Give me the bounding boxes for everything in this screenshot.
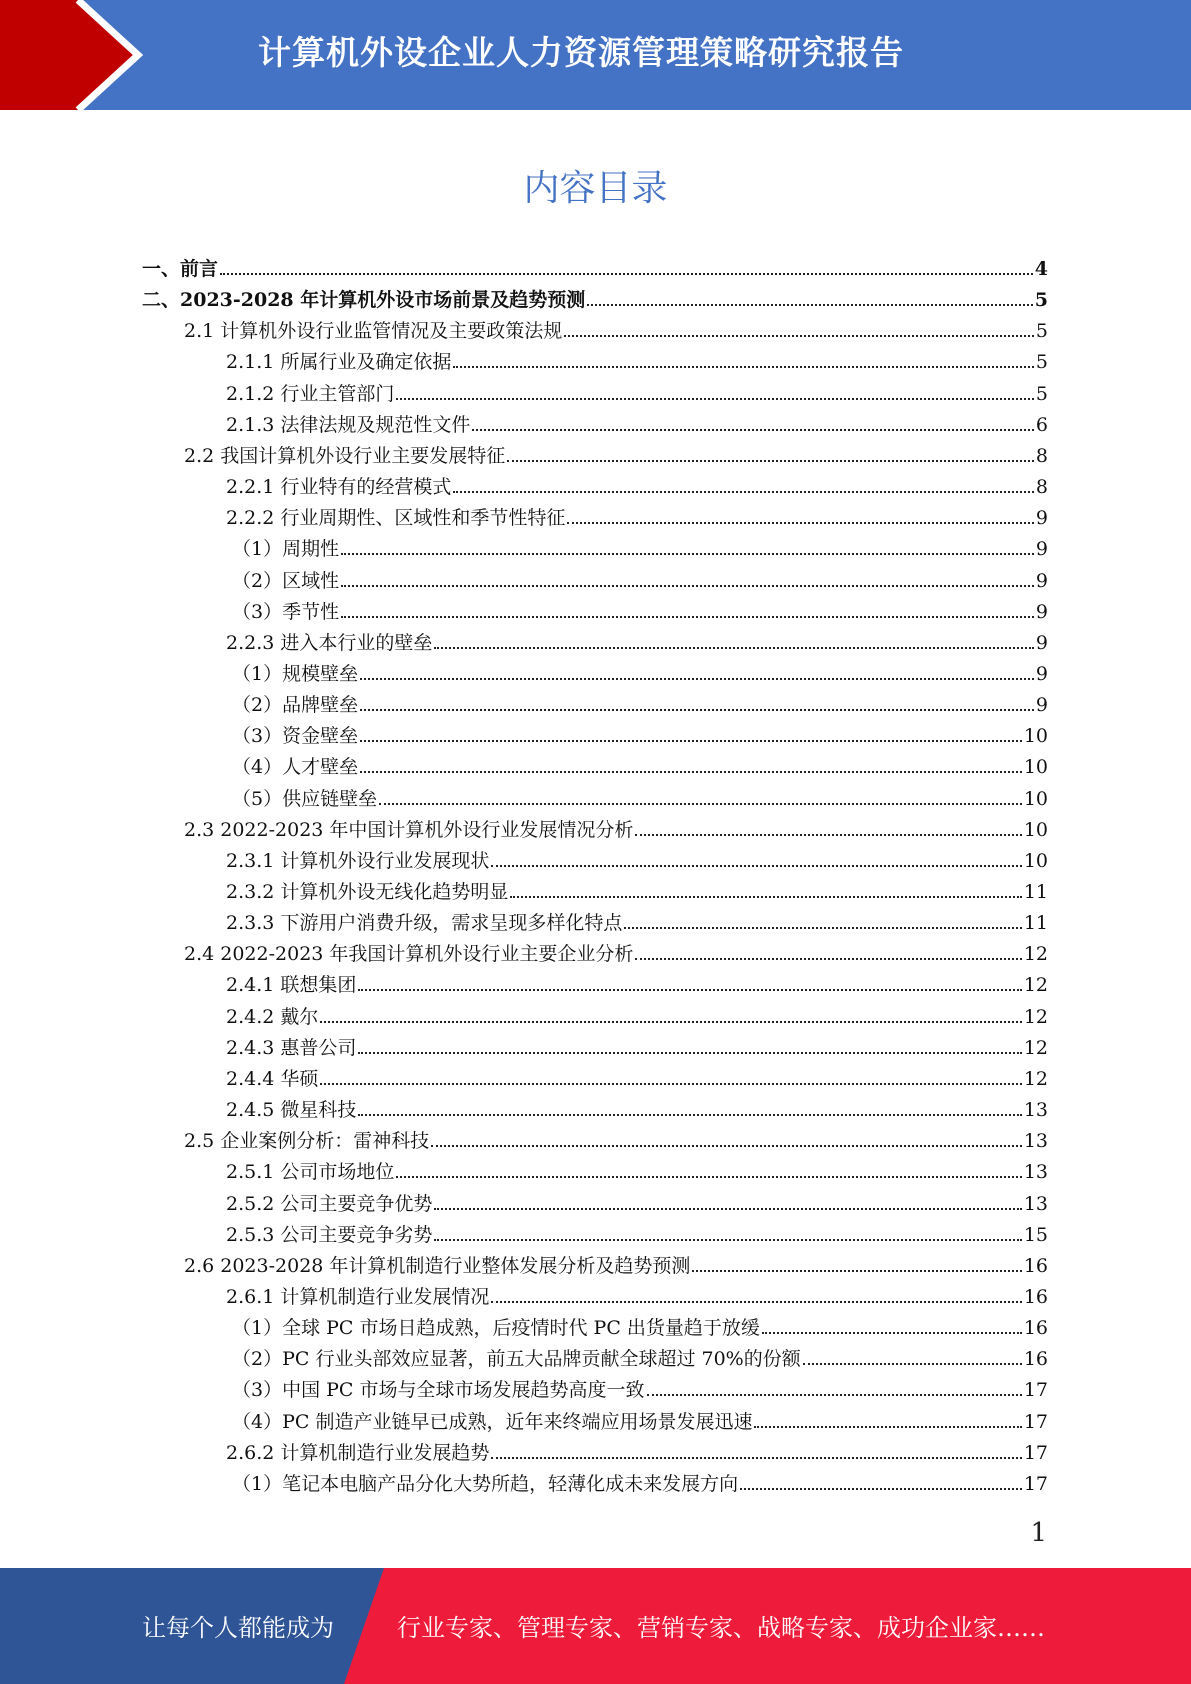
toc-leader-dots [396, 1162, 1021, 1178]
toc-entry[interactable] [232, 1313, 1048, 1344]
toc-entry-label: （5）供应链壁垒 [232, 787, 378, 810]
toc-entry[interactable] [232, 752, 1048, 783]
toc-entry[interactable] [184, 1126, 1048, 1157]
toc-leader-dots [803, 1349, 1022, 1365]
toc-leader-dots [360, 757, 1022, 773]
toc-leader-dots [507, 446, 1034, 462]
toc-entry[interactable] [226, 1157, 1048, 1188]
toc-entry-label: 2.2.3 进入本行业的壁垒 [226, 631, 433, 654]
toc-leader-dots [358, 975, 1021, 991]
toc-entry-page: 5 [1035, 320, 1048, 343]
toc-entry-page: 6 [1035, 413, 1048, 436]
toc-entry-page: 16 [1023, 1317, 1048, 1340]
toc-leader-dots [692, 1256, 1021, 1272]
toc-entry-label: （2）PC 行业头部效应显著，前五大品牌贡献全球超过 70%的份额 [232, 1348, 801, 1371]
toc-entry-label: 2.4.1 联想集团 [226, 974, 357, 997]
toc-leader-dots [220, 259, 1033, 275]
toc-entry-page: 11 [1023, 912, 1048, 935]
toc-entry[interactable] [226, 1095, 1048, 1126]
toc-entry-page: 12 [1023, 974, 1048, 997]
toc-entry[interactable] [226, 503, 1048, 534]
toc-entry-label: （1）全球 PC 市场日趋成熟，后疫情时代 PC 出货量趋于放缓 [232, 1317, 760, 1340]
toc-entry[interactable] [226, 1282, 1048, 1313]
toc-entry-page: 4 [1034, 258, 1048, 280]
toc-entry-page: 10 [1023, 756, 1048, 779]
toc-leader-dots [754, 1412, 1021, 1428]
toc-entry-page: 10 [1023, 787, 1048, 810]
toc-leader-dots [358, 1038, 1021, 1054]
toc-entry[interactable] [232, 1344, 1048, 1375]
toc-entry[interactable] [226, 1033, 1048, 1064]
toc-entry-label: 2.4.4 华硕 [226, 1067, 319, 1090]
toc-entry-label: （3）季节性 [232, 600, 340, 623]
toc-entry-page: 12 [1023, 1036, 1048, 1059]
toc-entry-page: 13 [1023, 1192, 1048, 1215]
toc-entry[interactable] [184, 441, 1048, 472]
toc-entry-label: 2.4.2 戴尔 [226, 1005, 319, 1028]
toc-entry-page: 9 [1035, 538, 1048, 561]
toc-leader-dots [431, 1131, 1022, 1147]
toc-entry-page: 13 [1023, 1161, 1048, 1184]
toc-leader-dots [635, 820, 1021, 836]
toc-entry-page: 5 [1035, 382, 1048, 405]
toc-entry[interactable] [184, 1251, 1048, 1282]
toc-leader-dots [453, 352, 1034, 368]
toc-entry-page: 10 [1023, 725, 1048, 748]
toc-leader-dots [341, 539, 1034, 555]
toc-entry-page: 9 [1035, 600, 1048, 623]
toc-entry-label: 2.4 2022-2023 年我国计算机外设行业主要企业分析 [184, 943, 634, 966]
toc-leader-dots [341, 602, 1034, 618]
toc-entry-label: 2.6 2023-2028 年计算机制造行业整体发展分析及趋势预测 [184, 1254, 691, 1277]
toc-entry-page: 11 [1023, 881, 1048, 903]
toc-entry-page: 10 [1023, 818, 1048, 841]
toc-entry[interactable] [232, 597, 1048, 628]
toc-leader-dots [434, 1225, 1021, 1241]
header-chevron-decoration [0, 0, 160, 110]
toc-leader-dots [453, 477, 1034, 493]
toc-entry-page: 16 [1023, 1285, 1048, 1308]
toc-entry[interactable] [142, 254, 1048, 285]
toc-leader-dots [567, 508, 1034, 524]
toc-entry[interactable] [226, 1220, 1048, 1251]
toc-entry[interactable] [226, 347, 1048, 378]
toc-entry-label: 2.2.2 行业周期性、区域性和季节性特征 [226, 507, 566, 530]
toc-entry-page: 10 [1023, 849, 1048, 872]
toc-entry-label: （1）周期性 [232, 538, 340, 561]
toc-leader-dots [434, 633, 1034, 649]
toc-leader-dots [635, 944, 1021, 960]
toc-entry-page: 5 [1035, 351, 1048, 374]
toc-entry-label: 2.3.2 计算机外设无线化趋势明显 [226, 881, 509, 903]
toc-entry-label: 2.6.1 计算机制造行业发展情况 [226, 1285, 490, 1308]
toc-entry[interactable] [184, 316, 1048, 347]
toc-entry-label: （1）笔记本电脑产品分化大势所趋，轻薄化成未来发展方向 [232, 1472, 739, 1495]
toc-entry[interactable] [142, 285, 1048, 316]
toc-leader-dots [762, 1318, 1022, 1334]
toc-entry-page: 9 [1035, 569, 1048, 592]
toc-entry-page: 16 [1023, 1254, 1048, 1277]
toc-entry-page: 9 [1035, 662, 1048, 685]
toc-entry[interactable] [184, 939, 1048, 970]
toc-leader-dots [564, 321, 1034, 337]
toc-leader-dots [491, 851, 1021, 867]
toc-entry-page: 8 [1035, 476, 1048, 499]
toc-entry-page: 17 [1023, 1441, 1048, 1464]
page-number: 1 [1030, 1518, 1047, 1548]
toc-leader-dots [396, 384, 1034, 400]
toc-entry-page: 13 [1023, 1099, 1048, 1122]
toc-entry-label: （3）中国 PC 市场与全球市场发展趋势高度一致 [232, 1379, 645, 1402]
toc-entry[interactable] [226, 1189, 1048, 1220]
toc-entry-label: 一、前言 [142, 258, 219, 280]
toc-entry-label: （2）区域性 [232, 569, 340, 592]
toc-entry-label: （4）人才壁垒 [232, 756, 359, 779]
footer-slogan-left: 让每个人都能成为 [142, 1614, 334, 1642]
toc-entry-label: 2.1.3 法律法规及规范性文件 [226, 413, 471, 436]
toc-leader-dots [740, 1474, 1022, 1490]
toc-leader-dots [587, 290, 1033, 306]
toc-entry[interactable] [226, 379, 1048, 410]
toc-entry-page: 13 [1023, 1130, 1048, 1153]
toc-entry-label: 2.5 企业案例分析：雷神科技 [184, 1130, 430, 1153]
toc-entry-label: 2.4.5 微星科技 [226, 1099, 357, 1122]
footer-slogan-right: 行业专家、管理专家、营销专家、战略专家、成功企业家…… [397, 1614, 1045, 1642]
toc-leader-dots [360, 726, 1022, 742]
toc-entry[interactable] [184, 815, 1048, 846]
report-header [0, 0, 1191, 110]
toc-entry[interactable] [226, 628, 1048, 659]
toc-entry-page: 16 [1023, 1348, 1048, 1371]
toc-leader-dots [491, 1443, 1021, 1459]
toc-entry[interactable] [226, 1064, 1048, 1095]
toc-entry-label: 2.3 2022-2023 年中国计算机外设行业发展情况分析 [184, 818, 634, 841]
toc-entry[interactable] [232, 566, 1048, 597]
toc-entry-label: 2.5.1 公司市场地位 [226, 1161, 395, 1184]
toc-entry-page: 17 [1023, 1410, 1048, 1433]
toc-entry-page: 17 [1023, 1379, 1048, 1402]
toc-leader-dots [358, 1100, 1021, 1116]
toc-entry-label: 2.5.2 公司主要竞争优势 [226, 1192, 433, 1215]
toc-entry-label: （3）资金壁垒 [232, 725, 359, 748]
toc-leader-dots [510, 882, 1021, 898]
toc-entry-page: 9 [1035, 631, 1048, 654]
toc-entry[interactable] [226, 908, 1048, 939]
toc-entry[interactable] [232, 1407, 1048, 1438]
toc-entry-label: 2.1 计算机外设行业监管情况及主要政策法规 [184, 320, 563, 343]
toc-entry-label: 2.5.3 公司主要竞争劣势 [226, 1223, 433, 1246]
footer-banner [0, 1568, 1191, 1684]
toc-entry-label: 2.2.1 行业特有的经营模式 [226, 476, 452, 499]
toc-entry-label: 2.3.3 下游用户消费升级，需求呈现多样化特点 [226, 912, 623, 935]
toc-entry-page: 5 [1034, 289, 1048, 312]
toc-entry-page: 12 [1023, 943, 1048, 966]
toc-entry-page: 9 [1035, 694, 1048, 717]
toc-entry-label: 二、2023-2028 年计算机外设市场前景及趋势预测 [142, 289, 586, 312]
toc-entry-page: 8 [1035, 444, 1048, 467]
toc-entry-label: 2.4.3 惠普公司 [226, 1036, 357, 1059]
toc-entry[interactable] [232, 721, 1048, 752]
toc-entry[interactable] [232, 659, 1048, 690]
toc-entry-label: 2.1.2 行业主管部门 [226, 382, 395, 405]
toc-entry[interactable] [226, 846, 1048, 877]
toc-leader-dots [341, 571, 1034, 587]
toc-entry[interactable] [226, 1438, 1048, 1469]
toc-entry-page: 17 [1023, 1472, 1048, 1495]
toc-entry-label: （2）品牌壁垒 [232, 694, 359, 717]
toc-leader-dots [360, 664, 1034, 680]
toc-entry-page: 9 [1035, 507, 1048, 530]
toc-entry-label: （4）PC 制造产业链早已成熟，近年来终端应用场景发展迅速 [232, 1410, 753, 1433]
toc-entry-page: 15 [1023, 1223, 1048, 1246]
toc-entry[interactable] [226, 1002, 1048, 1033]
toc-entry-page: 12 [1023, 1005, 1048, 1028]
toc-entry[interactable] [232, 690, 1048, 721]
toc-leader-dots [647, 1380, 1022, 1396]
toc-entry[interactable] [232, 1469, 1048, 1500]
toc-heading: 内容目录 [523, 168, 668, 209]
toc-entry[interactable] [226, 472, 1048, 503]
toc-entry-page: 12 [1023, 1067, 1048, 1090]
toc-leader-dots [491, 1287, 1021, 1303]
toc-entry[interactable] [232, 784, 1048, 815]
report-title: 计算机外设企业人力资源管理策略研究报告 [258, 33, 904, 72]
toc-entry-label: 2.6.2 计算机制造行业发展趋势 [226, 1441, 490, 1464]
toc-leader-dots [472, 415, 1034, 431]
toc-leader-dots [624, 913, 1021, 929]
toc-leader-dots [360, 695, 1034, 711]
toc-entry[interactable] [226, 410, 1048, 441]
toc-leader-dots [320, 1007, 1021, 1023]
toc-leader-dots [320, 1069, 1021, 1085]
toc-entry[interactable] [226, 877, 1048, 908]
toc-leader-dots [379, 789, 1022, 805]
toc-leader-dots [434, 1194, 1021, 1210]
toc-entry[interactable] [226, 970, 1048, 1001]
toc-entry[interactable] [232, 1375, 1048, 1406]
toc-entry-label: 2.2 我国计算机外设行业主要发展特征 [184, 444, 506, 467]
toc-entry-label: 2.3.1 计算机外设行业发展现状 [226, 849, 490, 872]
toc-entry[interactable] [232, 534, 1048, 565]
toc-entry-label: 2.1.1 所属行业及确定依据 [226, 351, 452, 374]
toc-entry-label: （1）规模壁垒 [232, 662, 359, 685]
